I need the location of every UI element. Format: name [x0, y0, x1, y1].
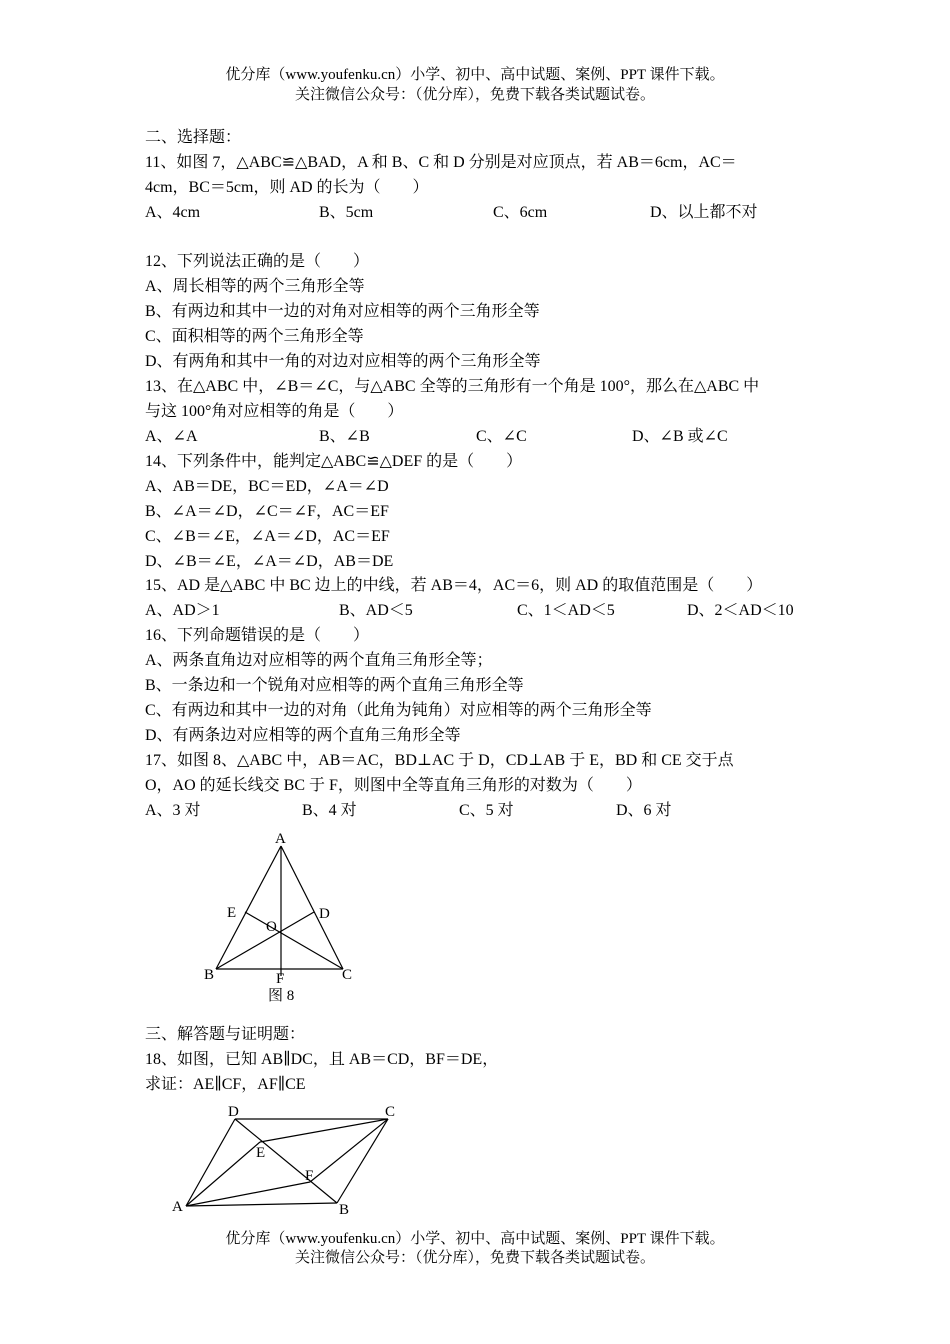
fig8-label-o: O: [266, 919, 277, 935]
q16-option-c: C、有两边和其中一边的对角（此角为钝角）对应相等的两个三角形全等: [145, 702, 652, 719]
fig8-label-b: B: [204, 967, 215, 983]
q17-option-d: D、6 对: [616, 802, 672, 819]
line-ab: [186, 1203, 337, 1206]
q17-option-b: B、4 对: [302, 802, 357, 819]
q16-stem: 16、下列命题错误的是（ ）: [145, 627, 370, 644]
q11-option-a: A、4cm: [145, 204, 201, 221]
q11-option-d: D、以上都不对: [650, 204, 758, 221]
fig18-label-e: E: [256, 1145, 266, 1161]
q11-option-b: B、5cm: [319, 204, 374, 221]
q12-stem: 12、下列说法正确的是（ ）: [145, 253, 370, 270]
figure-8-diagram: [195, 825, 370, 1010]
q18-line-2: 求证：AE∥CF，AF∥CE: [145, 1076, 306, 1093]
q15-option-a: A、AD＞1: [145, 602, 220, 619]
section-3-title: 三、解答题与证明题：: [145, 1026, 306, 1043]
line-ec: [260, 1119, 388, 1142]
footer-line-1: 优分库（www.youfenku.cn）小学、初中、高中试题、案例、PPT 课件下载。: [225, 1231, 725, 1247]
q11-line-2: 4cm，BC＝5cm，则 AD 的长为（ ）: [145, 179, 429, 196]
q13-option-c: C、∠C: [476, 428, 527, 445]
figure-18-diagram: [165, 1098, 405, 1220]
q14-option-d: D、∠B＝∠E，∠A＝∠D，AB＝DE: [145, 553, 394, 570]
line-ae: [186, 1142, 260, 1206]
q13-line-1: 13、在△ABC 中，∠B＝∠C，与△ABC 全等的三角形有一个角是 100°，那么在△ABC 中: [145, 378, 760, 395]
q13-option-d: D、∠B 或∠C: [632, 428, 728, 445]
q17-line-2: O，AO 的延长线交 BC 于 F，则图中全等直角三角形的对数为（ ）: [145, 777, 642, 794]
q17-option-a: A、3 对: [145, 802, 201, 819]
fig18-label-c: C: [385, 1104, 396, 1120]
q13-option-b: B、∠B: [319, 428, 370, 445]
fig18-label-f: F: [305, 1168, 314, 1184]
footer-line-2: 关注微信公众号：（优分库），免费下载各类试题试卷。: [294, 1250, 655, 1266]
line-ad: [186, 1119, 235, 1206]
q13-line-2: 与这 100°角对应相等的角是（ ）: [145, 403, 404, 420]
fig18-label-d: D: [228, 1104, 239, 1120]
fig8-label-f: F: [276, 971, 285, 987]
header-line-1: 优分库（www.youfenku.cn）小学、初中、高中试题、案例、PPT 课件下载。: [225, 67, 725, 83]
q12-option-d: D、有两角和其中一角的对边对应相等的两个三角形全等: [145, 353, 541, 370]
header-line-2: 关注微信公众号：（优分库），免费下载各类试题试卷。: [294, 87, 655, 103]
fig8-label-c: C: [342, 967, 353, 983]
q14-option-b: B、∠A＝∠D，∠C＝∠F，AC＝EF: [145, 503, 389, 520]
fig18-label-a: A: [172, 1199, 183, 1215]
q15-option-b: B、AD＜5: [339, 602, 413, 619]
line-db: [235, 1119, 337, 1203]
q15-stem: 15、AD 是△ABC 中 BC 边上的中线，若 AB＝4，AC＝6，则 AD 的取值范围是（ ）: [145, 577, 763, 594]
q13-option-a: A、∠A: [145, 428, 198, 445]
fig8-label-d: D: [319, 906, 330, 922]
q15-option-d: D、2＜AD＜10: [687, 602, 794, 619]
q14-option-c: C、∠B＝∠E，∠A＝∠D，AC＝EF: [145, 528, 390, 545]
q16-option-b: B、一条边和一个锐角对应相等的两个直角三角形全等: [145, 677, 524, 694]
fig8-caption: 图 8: [268, 988, 295, 1004]
q17-option-c: C、5 对: [459, 802, 514, 819]
q18-line-1: 18、如图，已知 AB∥DC，且 AB＝CD，BF＝DE，: [145, 1051, 499, 1068]
line-af: [186, 1182, 310, 1206]
q12-option-c: C、面积相等的两个三角形全等: [145, 328, 364, 345]
q12-option-b: B、有两边和其中一边的对角对应相等的两个三角形全等: [145, 303, 540, 320]
q15-option-c: C、1＜AD＜5: [517, 602, 615, 619]
q14-option-a: A、AB＝DE，BC＝ED，∠A＝∠D: [145, 478, 389, 495]
fig8-label-a: A: [275, 831, 286, 847]
line-fc: [310, 1119, 388, 1182]
q12-option-a: A、周长相等的两个三角形全等: [145, 278, 365, 295]
section-2-title: 二、选择题：: [145, 129, 242, 146]
line-cb: [337, 1119, 388, 1203]
q11-option-c: C、6cm: [493, 204, 548, 221]
q16-option-a: A、两条直角边对应相等的两个直角三角形全等；: [145, 652, 493, 669]
fig18-label-b: B: [339, 1202, 350, 1218]
fig8-label-e: E: [227, 905, 237, 921]
q17-line-1: 17、如图 8、△ABC 中，AB＝AC，BD⊥AC 于 D，CD⊥AB 于 E，BD 和 CE 交于点: [145, 752, 734, 769]
q16-option-d: D、有两条边对应相等的两个直角三角形全等: [145, 727, 461, 744]
q14-stem: 14、下列条件中，能判定△ABC≌△DEF 的是（ ）: [145, 453, 523, 470]
q11-line-1: 11、如图 7，△ABC≌△BAD，A 和 B、C 和 D 分别是对应顶点，若 AB＝6cm，AC＝: [145, 154, 737, 171]
